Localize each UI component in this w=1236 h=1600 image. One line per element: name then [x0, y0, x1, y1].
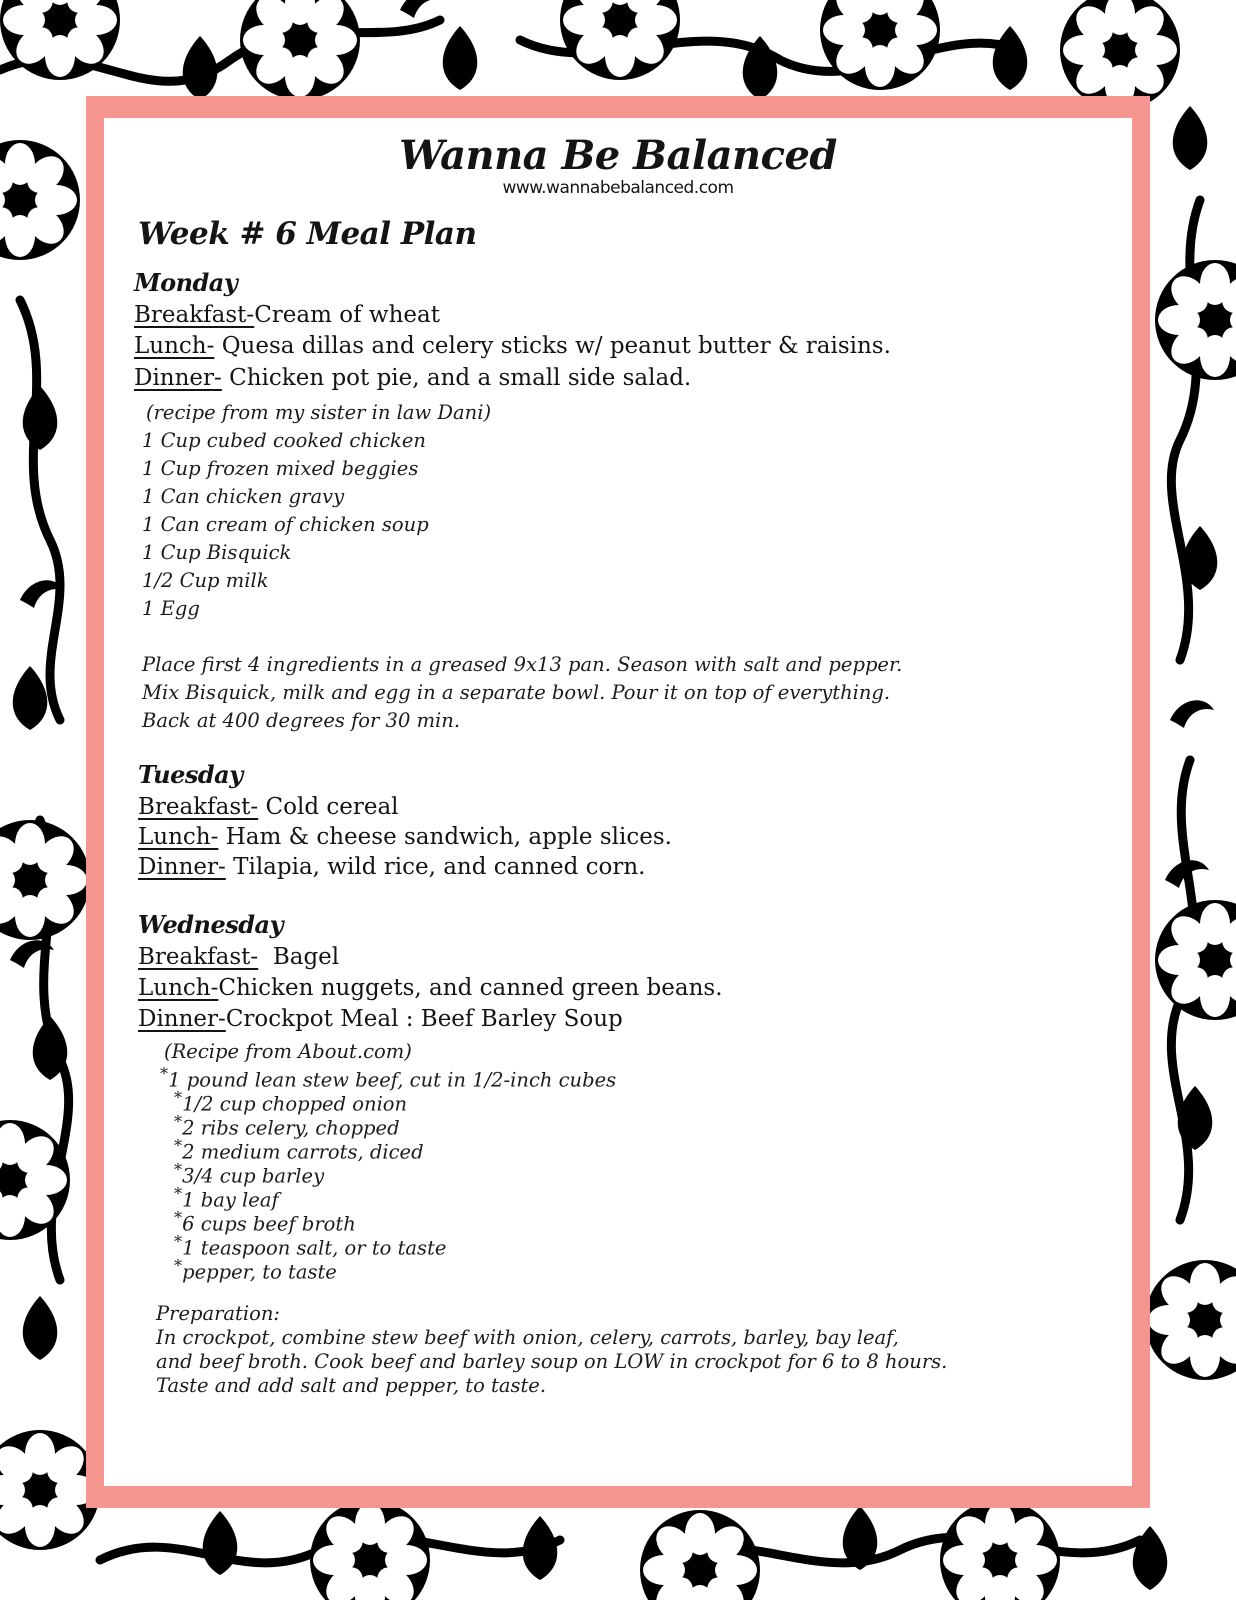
tuesday-dinner — [138, 854, 645, 880]
dinner-label: Dinner- — [138, 854, 226, 880]
day-heading-tuesday: Tuesday — [138, 760, 243, 789]
recipe-step: Back at 400 degrees for 30 min. — [142, 709, 461, 732]
ingredient: *1 bay leaf — [174, 1184, 279, 1212]
ingredient: *2 medium carrots, diced — [174, 1136, 424, 1164]
ingredient: 1/2 Cup milk — [142, 569, 269, 592]
wednesday-dinner — [138, 1006, 623, 1032]
breakfast-label: Breakfast- — [138, 944, 259, 970]
dinner-text: Chicken pot pie, and a small side salad. — [229, 365, 692, 391]
ingredient: *2 ribs celery, chopped — [174, 1112, 400, 1140]
dinner-label: Dinner- — [138, 1006, 226, 1032]
ingredient: 1 Can cream of chicken soup — [142, 513, 429, 536]
ingredient: *3/4 cup barley — [174, 1160, 325, 1188]
lunch-label: Lunch- — [138, 975, 219, 1001]
ingredient: 1 Cup Bisquick — [142, 541, 292, 564]
lunch-text: Quesa dillas and celery sticks w/ peanut butter & raisins. — [221, 333, 891, 359]
preparation-heading: Preparation: — [156, 1302, 280, 1325]
ingredient: *1/2 cup chopped onion — [174, 1088, 408, 1116]
dinner-text: Tilapia, wild rice, and canned corn. — [233, 854, 646, 880]
recipe-step: Taste and add salt and pepper, to taste. — [156, 1374, 547, 1397]
plan-title: Week # 6 Meal Plan — [138, 216, 477, 252]
wednesday-lunch — [138, 975, 723, 1001]
ingredient: *pepper, to taste — [174, 1256, 337, 1284]
lunch-label: Lunch- — [138, 824, 219, 850]
day-heading-wednesday: Wednesday — [138, 910, 284, 939]
lunch-label: Lunch- — [134, 333, 215, 359]
ingredient: *1 teaspoon salt, or to taste — [174, 1232, 447, 1260]
lunch-text: Ham & cheese sandwich, apple slices. — [225, 824, 672, 850]
site-url: www.wannabebalanced.com — [502, 178, 734, 198]
breakfast-text: Cold cereal — [265, 794, 399, 820]
monday-breakfast — [134, 302, 440, 328]
ingredient: 1 Egg — [142, 597, 200, 620]
tuesday-breakfast — [138, 794, 399, 820]
monday-lunch — [134, 333, 891, 359]
site-title: Wanna Be Balanced — [399, 132, 837, 179]
wednesday-recipe-source: (Recipe from About.com) — [164, 1040, 412, 1063]
ingredient: *6 cups beef broth — [174, 1208, 356, 1236]
ingredient: 1 Cup cubed cooked chicken — [142, 429, 426, 452]
breakfast-label: Breakfast- — [138, 794, 259, 820]
dinner-label: Dinner- — [134, 365, 222, 391]
recipe-step: and beef broth. Cook beef and barley soup on LOW in crockpot for 6 to 8 hours. — [156, 1350, 948, 1373]
recipe-step: Mix Bisquick, milk and egg in a separate bowl. Pour it on top of everything. — [142, 681, 891, 704]
wednesday-breakfast — [138, 944, 339, 970]
monday-dinner — [134, 365, 691, 391]
meal-plan-sheet — [104, 118, 1132, 1486]
dinner-text: Crockpot Meal : Beef Barley Soup — [225, 1006, 623, 1032]
ingredient: 1 Cup frozen mixed beggies — [142, 457, 419, 480]
monday-recipe-source: (recipe from my sister in law Dani) — [146, 401, 492, 424]
recipe-step: In crockpot, combine stew beef with onion, celery, carrots, barley, bay leaf, — [156, 1326, 899, 1349]
ingredient: 1 Can chicken gravy — [142, 485, 345, 508]
tuesday-lunch — [138, 824, 672, 850]
day-heading-monday: Monday — [134, 268, 238, 297]
recipe-step: Place first 4 ingredients in a greased 9x13 pan. Season with salt and pepper. — [142, 653, 903, 676]
ingredient: *1 pound lean stew beef, cut in 1/2-inch cubes — [160, 1064, 617, 1092]
breakfast-text: Cream of wheat — [254, 302, 440, 328]
breakfast-text: Bagel — [272, 944, 340, 970]
lunch-text: Chicken nuggets, and canned green beans. — [218, 975, 723, 1001]
breakfast-label: Breakfast- — [134, 302, 255, 328]
